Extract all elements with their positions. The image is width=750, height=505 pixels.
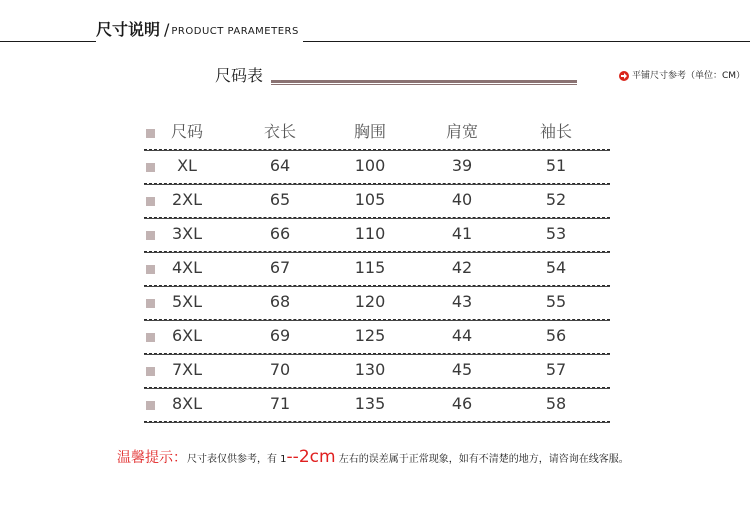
cell-chest: 105: [354, 190, 386, 209]
cell-length: 70: [269, 360, 291, 379]
table-row: [144, 252, 610, 286]
tip-text-after: 左右的误差属于正常现象，如有不清楚的地方，请咨询在线客服。: [335, 454, 629, 465]
row-bullet: [146, 197, 155, 206]
cell-size: 2XL: [171, 190, 203, 209]
cell-length: 71: [269, 394, 291, 413]
table-row: [144, 286, 610, 320]
cell-size: 6XL: [171, 326, 203, 345]
cell-length: 68: [269, 292, 291, 311]
cell-sleeve: 51: [545, 156, 567, 175]
cell-length: 69: [269, 326, 291, 345]
row-bullet: [146, 231, 155, 240]
cell-shoulder: 41: [451, 224, 473, 243]
row-bullet: [146, 163, 155, 172]
cell-size: 4XL: [171, 258, 203, 277]
table-row: [144, 150, 610, 184]
row-bullet: [146, 129, 155, 138]
cell-size: 7XL: [171, 360, 203, 379]
table-header-row: [144, 116, 610, 150]
tip-text-before: 尺寸表仅供参考，有 1: [187, 454, 287, 465]
size-table: [144, 116, 610, 422]
table-row: [144, 354, 610, 388]
cell-shoulder: 44: [451, 326, 473, 345]
size-chart-note-text: 平铺尺寸参考（单位：CM）: [631, 71, 745, 81]
column-header-shoulder: 肩宽: [445, 122, 478, 141]
header-title: [96, 20, 303, 43]
row-bullet: [146, 367, 155, 376]
size-chart-title-rule: [271, 80, 577, 83]
table-row: [144, 218, 610, 252]
cell-chest: 130: [354, 360, 386, 379]
cell-sleeve: 55: [545, 292, 567, 311]
header-title-en: PRODUCT PARAMETERS: [171, 26, 299, 37]
size-chart-heading: [215, 66, 745, 88]
cell-chest: 120: [354, 292, 386, 311]
cell-chest: 100: [354, 156, 386, 175]
arrow-right-circle-icon: [619, 71, 629, 81]
column-header-sleeve: 袖长: [539, 122, 572, 141]
cell-sleeve: 53: [545, 224, 567, 243]
cell-shoulder: 45: [451, 360, 473, 379]
cell-chest: 135: [354, 394, 386, 413]
cell-sleeve: 56: [545, 326, 567, 345]
page-header: [0, 18, 750, 48]
cell-sleeve: 58: [545, 394, 567, 413]
column-header-size: 尺码: [170, 122, 203, 141]
cell-size: 8XL: [171, 394, 203, 413]
cell-length: 66: [269, 224, 291, 243]
table-row: [144, 320, 610, 354]
cell-sleeve: 57: [545, 360, 567, 379]
cell-size: 5XL: [171, 292, 203, 311]
header-title-slash: /: [164, 20, 170, 39]
cell-chest: 110: [354, 224, 386, 243]
cell-length: 64: [269, 156, 291, 175]
column-header-chest: 胸围: [353, 122, 386, 141]
row-bullet: [146, 333, 155, 342]
row-bullet: [146, 265, 155, 274]
cell-shoulder: 39: [451, 156, 473, 175]
cell-shoulder: 46: [451, 394, 473, 413]
column-header-length: 衣长: [263, 122, 296, 141]
table-row: [144, 388, 610, 422]
size-chart-title: 尺码表: [215, 66, 264, 85]
tip-highlight: --2cm: [286, 447, 336, 467]
row-bullet: [146, 299, 155, 308]
header-title-cn: 尺寸说明: [96, 20, 161, 39]
cell-shoulder: 43: [451, 292, 473, 311]
cell-sleeve: 54: [545, 258, 567, 277]
table-row: [144, 184, 610, 218]
cell-sleeve: 52: [545, 190, 567, 209]
cell-length: 65: [269, 190, 291, 209]
cell-size: 3XL: [171, 224, 203, 243]
size-chart-note: [619, 70, 745, 82]
size-tip: [117, 447, 629, 470]
row-bullet: [146, 401, 155, 410]
tip-label: 温馨提示：: [117, 450, 187, 466]
cell-size: XL: [177, 156, 197, 175]
cell-length: 67: [269, 258, 291, 277]
cell-chest: 115: [354, 258, 386, 277]
cell-shoulder: 42: [451, 258, 473, 277]
cell-shoulder: 40: [451, 190, 473, 209]
cell-chest: 125: [354, 326, 386, 345]
